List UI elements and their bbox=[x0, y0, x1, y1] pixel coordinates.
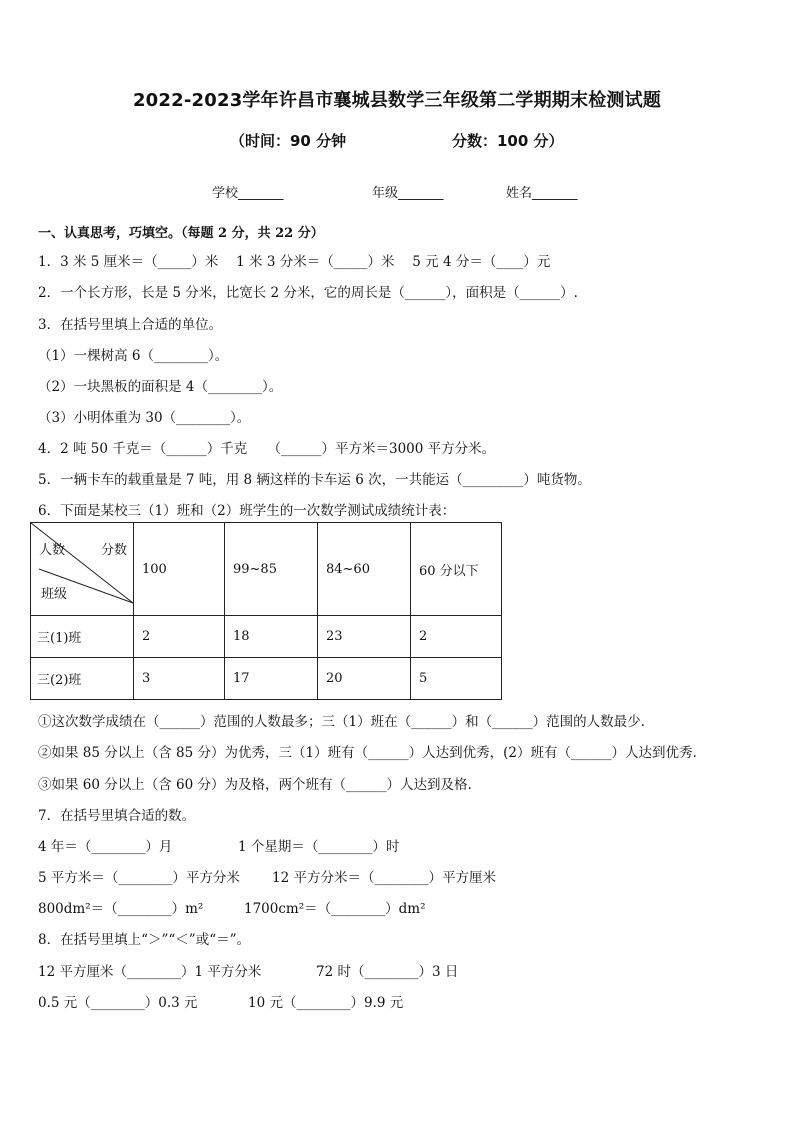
question-3-2: （2）一块黑板的面积是 4（________）。 bbox=[38, 379, 283, 395]
question-7-b: 1 个星期＝（________）时 bbox=[238, 839, 400, 855]
question-7-a: 4 年＝（________）月 bbox=[38, 839, 173, 855]
question-6-3: ③如果 60 分以上（含 60 分）为及格，两个班有（______）人达到及格. bbox=[38, 777, 472, 793]
question-7-f: 1700cm²＝（________）dm² bbox=[244, 901, 426, 917]
table-cell: 20 bbox=[318, 658, 411, 700]
question-7: 7．在括号里填合适的数。 bbox=[38, 808, 196, 824]
question-7-e: 800dm²＝（________）m² bbox=[38, 901, 204, 917]
table-cell: 18 bbox=[225, 616, 318, 658]
table-header-cell: 84~60 bbox=[318, 523, 411, 616]
question-2: 2．一个长方形，长是 5 分米，比宽长 2 分米，它的周长是（______），面积是（______）. bbox=[38, 285, 578, 301]
table-row-label: 三(2)班 bbox=[31, 658, 134, 700]
exam-score: 分数：100 分） bbox=[452, 132, 564, 150]
table-cell: 17 bbox=[225, 658, 318, 700]
score-table bbox=[30, 522, 502, 700]
question-3-3: （3）小明体重为 30（________）。 bbox=[38, 410, 251, 426]
corner-label-score: 分数 bbox=[101, 543, 128, 558]
table-cell: 2 bbox=[411, 616, 502, 658]
question-5: 5．一辆卡车的载重量是 7 吨，用 8 辆这样的卡车运 6 次，一共能运（_________）吨货物。 bbox=[38, 472, 591, 488]
question-6-1: ①这次数学成绩在（______）范围的人数最多；三（1）班在（______）和（______）范围的人数最少. bbox=[38, 714, 645, 730]
question-7-d: 12 平方分米＝（________）平方厘米 bbox=[272, 870, 496, 886]
table-corner-cell bbox=[31, 523, 134, 616]
question-8: 8．在括号里填上“＞”“＜”或“＝”。 bbox=[38, 932, 250, 948]
question-1: 1．3 米 5 厘米＝（_____）米 1 米 3 分米＝（_____）米 5 元 4 分＝（____）元 bbox=[38, 254, 551, 270]
table-row bbox=[31, 616, 502, 658]
question-3: 3．在括号里填上合适的单位。 bbox=[38, 317, 223, 333]
corner-label-class: 班级 bbox=[41, 587, 68, 602]
question-8-c: 0.5 元（________）0.3 元 bbox=[38, 995, 198, 1011]
question-8-d: 10 元（________）9.9 元 bbox=[248, 995, 404, 1011]
exam-time: （时间：90 分钟 bbox=[230, 132, 347, 150]
question-4: 4．2 吨 50 千克＝（______）千克 （______）平方米＝3000 平方分米。 bbox=[38, 441, 496, 457]
table-cell: 5 bbox=[411, 658, 502, 700]
question-3-1: （1）一棵树高 6（________）。 bbox=[38, 348, 229, 364]
question-6: 6．下面是某校三（1）班和（2）班学生的一次数学测试成绩统计表： bbox=[38, 503, 456, 519]
question-8-a: 12 平方厘米（________）1 平方分米 bbox=[38, 964, 262, 980]
table-cell: 23 bbox=[318, 616, 411, 658]
question-7-c: 5 平方米＝（________）平方分米 bbox=[38, 870, 240, 886]
table-cell: 2 bbox=[134, 616, 225, 658]
school-field: 学校_______ bbox=[212, 186, 284, 201]
table-header-cell: 100 bbox=[134, 523, 225, 616]
table-header-cell: 99~85 bbox=[225, 523, 318, 616]
corner-label-count: 人数 bbox=[39, 543, 66, 558]
name-field: 姓名_______ bbox=[506, 186, 578, 201]
question-8-b: 72 时（________）3 日 bbox=[316, 964, 459, 980]
question-6-2: ②如果 85 分以上（含 85 分）为优秀，三（1）班有（______）人达到优秀，(2）班有（______）人达到优秀. bbox=[38, 745, 697, 761]
table-header-row bbox=[31, 523, 502, 616]
table-header-cell: 60 分以下 bbox=[411, 523, 502, 616]
page-title: 2022-2023学年许昌市襄城县数学三年级第二学期期末检测试题 bbox=[132, 90, 662, 111]
table-row bbox=[31, 658, 502, 700]
table-row-label: 三(1)班 bbox=[31, 616, 134, 658]
grade-field: 年级_______ bbox=[372, 186, 444, 201]
section-heading: 一、认真思考，巧填空。（每题 2 分，共 22 分） bbox=[38, 226, 324, 241]
table-cell: 3 bbox=[134, 658, 225, 700]
